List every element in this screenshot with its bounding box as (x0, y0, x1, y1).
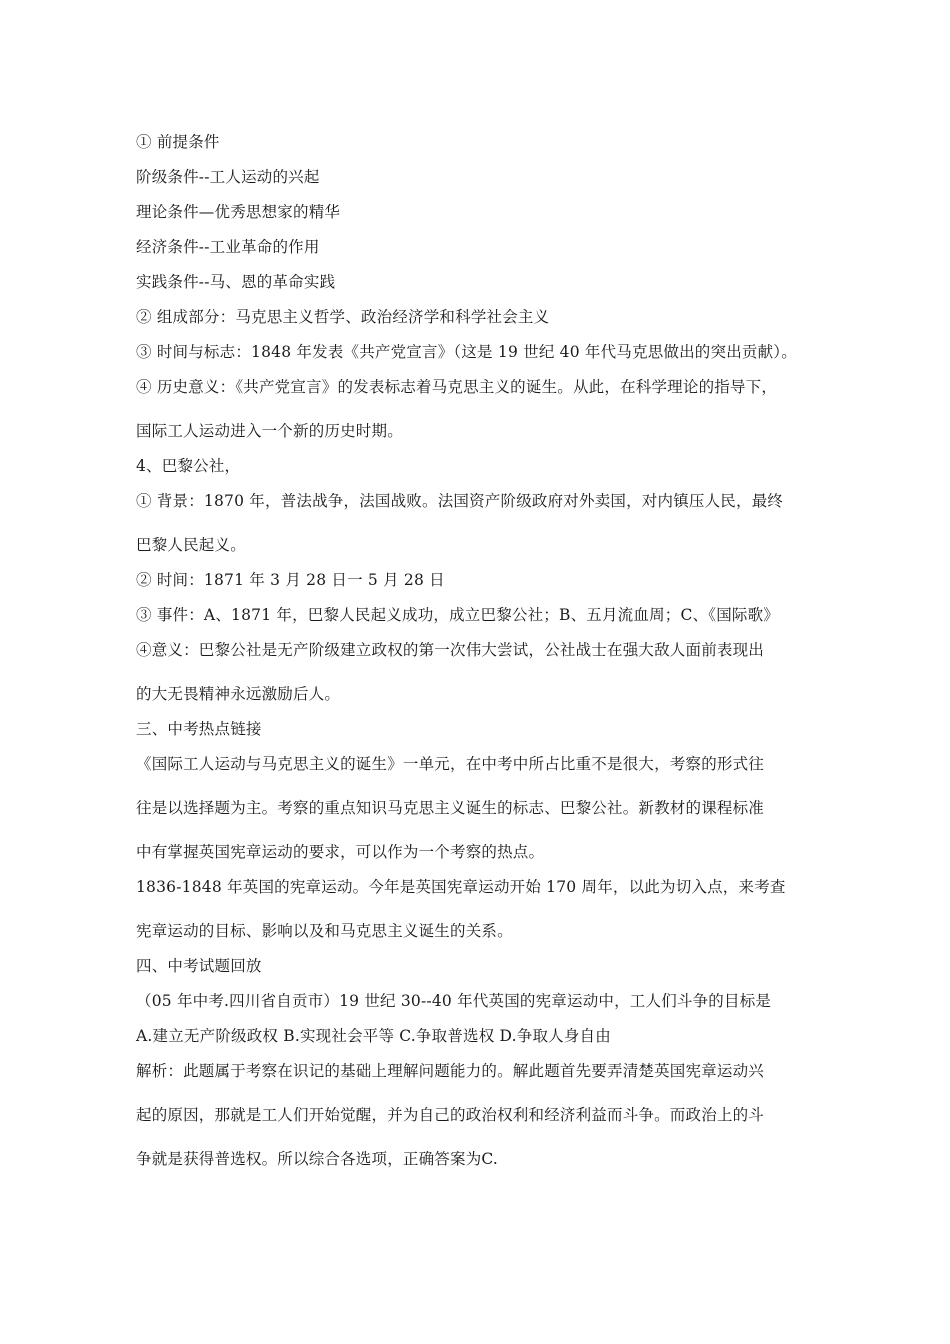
analysis-text: 争就是获得普选权。所以综合各选项，正确答案为C. (136, 1150, 499, 1168)
text-line: 往是以选择题为主。考察的重点知识马克思主义诞生的标志、巴黎公社。新教材的课程标准 (136, 799, 765, 817)
text-line: ② 时间：1871 年 3 月 28 日一 5 月 28 日 (136, 571, 445, 589)
text-line: 的大无畏精神永远激励后人。 (136, 685, 341, 703)
text-line: 阶级条件--工人运动的兴起 (136, 168, 320, 186)
text-line: 国际工人运动进入一个新的历史时期。 (136, 422, 403, 440)
text-line: 中有掌握英国宪章运动的要求，可以作为一个考察的热点。 (136, 843, 545, 861)
text-line: ① 背景：1870 年，普法战争，法国战败。法国资产阶级政府对外卖国，对内镇压人民，最终 (136, 492, 784, 510)
text-line: ③ 时间与标志：1848 年发表《共产党宣言》（这是 19 世纪 40 年代马克思做出的突出贡献）。 (136, 343, 797, 361)
section-heading: 四、中考试题回放 (136, 957, 262, 975)
analysis-text: 起的原因，那就是工人们开始觉醒，并为自己的政治权利和经济利益而斗争。而政治上的斗 (136, 1106, 765, 1124)
analysis-text: 解析：此题属于考察在识记的基础上理解问题能力的。解此题首先要弄清楚英国宪章运动兴 (136, 1062, 765, 1080)
text-line: ② 组成部分：马克思主义哲学、政治经济学和科学社会主义 (136, 308, 550, 326)
text-line: ④意义：巴黎公社是无产阶级建立政权的第一次伟大尝试，公社战士在强大敌人面前表现出 (136, 641, 765, 659)
text-line: ④ 历史意义：《共产党宣言》的发表标志着马克思主义的诞生。从此，在科学理论的指导下， (136, 378, 778, 396)
text-line: 实践条件--马、恩的革命实践 (136, 273, 336, 291)
section-heading: 4、巴黎公社， (136, 457, 241, 475)
text-line: ③ 事件：A、1871 年，巴黎人民起义成功，成立巴黎公社；B、五月流血周；C、《国际歌》 (136, 606, 779, 624)
text-line: ① 前提条件 (136, 133, 220, 151)
text-line: 理论条件—优秀思想家的精华 (136, 203, 341, 221)
answer-options: A.建立无产阶级政权 B.实现社会平等 C.争取普选权 D.争取人身自由 (136, 1027, 611, 1045)
section-heading: 三、中考热点链接 (136, 720, 262, 738)
document-body (136, 132, 826, 1184)
text-line: 经济条件--工业革命的作用 (136, 238, 320, 256)
question-text: （05 年中考.四川省自贡市）19 世纪 30--40 年代英国的宪章运动中，工人们斗争的目标是 (136, 992, 772, 1010)
text-line: 1836-1848 年英国的宪章运动。今年是英国宪章运动开始 170 周年，以此为切入点，来考查 (136, 878, 786, 896)
text-line: 巴黎人民起义。 (136, 536, 246, 554)
text-line: 《国际工人运动与马克思主义的诞生》一单元，在中考中所占比重不是很大，考察的形式往 (136, 755, 765, 773)
text-line: 宪章运动的目标、影响以及和马克思主义诞生的关系。 (136, 922, 513, 940)
